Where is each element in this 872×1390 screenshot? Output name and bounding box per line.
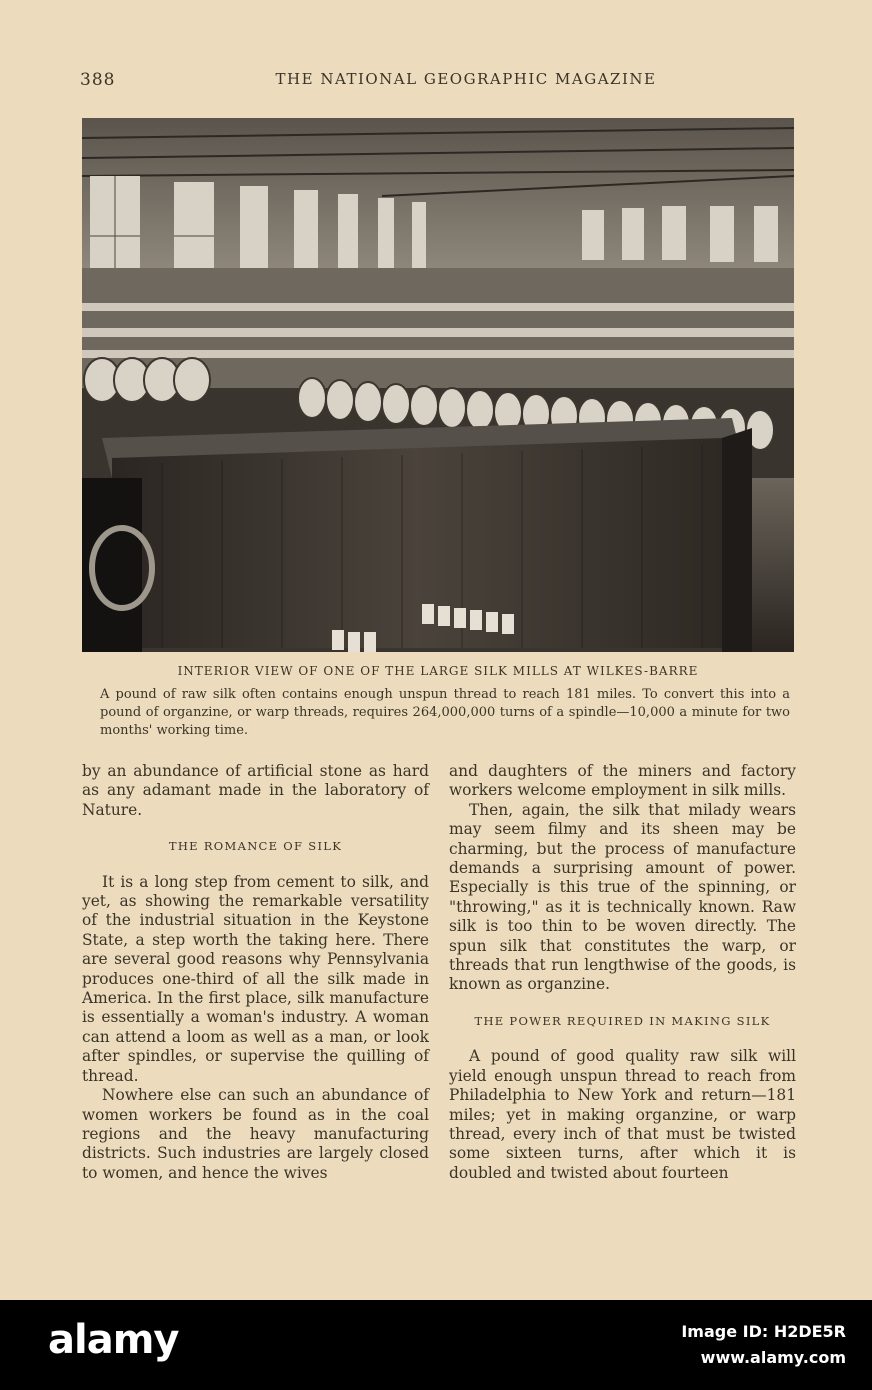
alamy-logo: alamy	[48, 1317, 179, 1363]
caption-text: A pound of raw silk often contains enough unspun thread to reach 181 miles. To convert this into a pound of organzine, or warp threads, requires 264,000,000 turns of a spindle—10,000 a minute for two months' working time.	[100, 687, 790, 738]
right-paragraph-2: Then, again, the silk that milady wears may seem filmy and its sheen may be charming, but the process of manufacture demands a surprising amount of power. Especially is this true of the spinning, or "throwing," as it is technically known. Raw silk is too thin to be woven directly. The spun silk that constitutes the warp, or threads that run lengthwise of the goods, is known as organzine.	[449, 800, 796, 994]
section-heading-power: THE POWER REQUIRED IN MAKING SILK	[474, 1013, 771, 1028]
running-title: THE NATIONAL GEOGRAPHIC MAGAZINE	[275, 70, 657, 88]
image-id: Image ID: H2DE5R	[681, 1322, 846, 1341]
left-column	[82, 762, 429, 1183]
left-paragraph-2: It is a long step from cement to silk, and yet, as showing the remarkable versatility of the industrial situation in the Keystone State, a step worth the taking here. There are several good reasons why Pennsylvania produces one-third of all the silk made in America. In the first place, silk manufacture is essentially a woman's industry. A woman can attend a loom as well as a man, or look after spindles, or supervise the quilling of thread.	[82, 872, 429, 1085]
right-paragraph-3: A pound of good quality raw silk will yield enough unspun thread to reach from Philadelphia to New York and return—181 miles; yet in making organzine, or warp thread, every inch of that must be twisted some sixteen turns, after which it is doubled and twisted about fourteen	[449, 1047, 796, 1182]
silk-mill-illustration	[82, 118, 794, 652]
stock-site: www.alamy.com	[700, 1348, 846, 1367]
left-paragraph-3: Nowhere else can such an abundance of women workers be found as in the coal regions and the heavy manufacturing districts. Such industries are largely closed to women, and hence the wives	[82, 1086, 429, 1182]
caption-title: INTERIOR VIEW OF ONE OF THE LARGE SILK MILLS AT WILKES-BARRE	[177, 664, 699, 678]
left-paragraph-1: by an abundance of artificial stone as hard as any adamant made in the laboratory of Nature.	[82, 762, 429, 819]
right-column	[449, 762, 796, 1183]
silk-mill-photograph	[82, 118, 794, 652]
section-heading-romance: THE ROMANCE OF SILK	[168, 839, 343, 854]
page-number: 388	[80, 70, 116, 90]
right-paragraph-1: and daughters of the miners and factory workers welcome employment in silk mills.	[449, 762, 796, 800]
